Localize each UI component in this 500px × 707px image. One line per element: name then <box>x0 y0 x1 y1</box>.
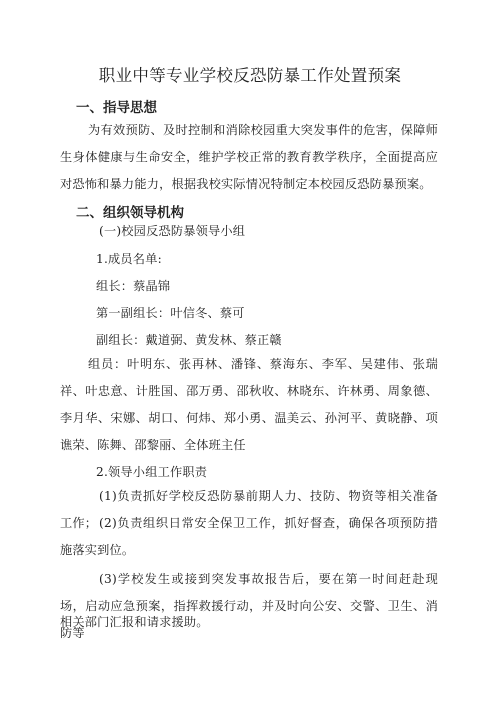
group-leader: 组长：蔡晶锦 <box>96 279 171 293</box>
subheading-leading-group: (一)校园反恐防暴领导小组 <box>99 224 246 238</box>
group-members: 组员：叶明东、张再林、潘锋、蔡海东、李军、吴建伟、张瑞祥、叶忠意、计胜国、邵万勇、邵秋收、林晓东、许林勇、周象德、李月华、宋娜、胡口、何炜、郑小勇、温美云、孙河平、黄晓静、项谯荣、陈舞、邵黎丽、全体班主任 <box>60 357 438 452</box>
section-heading-organization: 二、组织领导机构 <box>76 205 184 221</box>
guiding-ideology-paragraph: 为有效预防、及时控制和消除校园重大突发事件的危害，保障师生身体健康与生命安全，维护学校正常的教育教学秩序，全面提高应对恐怖和暴力能力，根据我校实际情况特制定本校园反恐防暴预案。 <box>60 123 438 191</box>
deputy-leaders: 副组长：戴道弼、黄发林、蔡正赣 <box>96 333 282 347</box>
duty-item: (1)负责抓好学校反恐防暴前期人力、技防、物资等相关准备工作； <box>60 489 438 530</box>
document-title: 职业中等专业学校反恐防暴工作处置预案 <box>98 66 402 85</box>
duties-title: 2.领导小组工作职责 <box>96 465 208 479</box>
duty-item: (2)负责组织日常安全保卫工作，抓好督查，确保各项预防措施落实到位。 <box>60 516 438 557</box>
member-list-title: 1.成员名单: <box>96 252 162 266</box>
duty-item: (3)学校发生或接到突发事故报告后，要在第一时间赶赴现场，启动应急预案，指挥救援行动，并及时向公安、交警、卫生、消防等 <box>60 572 438 640</box>
first-deputy-leaders: 第一副组长：叶信冬、蔡可 <box>96 306 245 320</box>
duty-item-continuation: 相关部门汇报和请求援助。 <box>60 615 209 629</box>
section-heading-guiding-ideology: 一、指导思想 <box>76 100 157 116</box>
